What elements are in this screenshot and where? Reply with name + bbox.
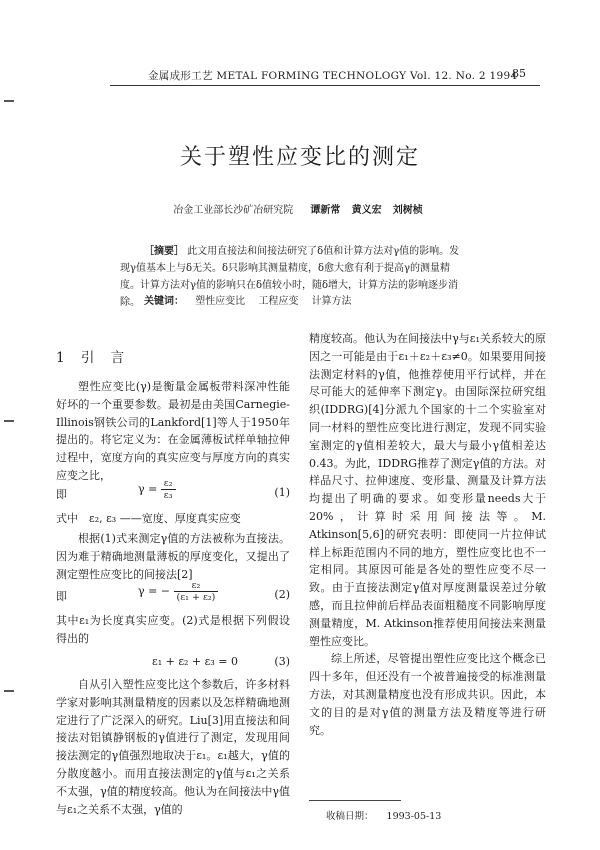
keyword-1: 塑性应变比 bbox=[195, 296, 246, 307]
received-date: 1993-05-13 bbox=[386, 811, 442, 822]
equation-1-fraction bbox=[161, 478, 176, 501]
affiliation: 冶金工业部长沙矿冶研究院 bbox=[173, 205, 294, 216]
article-title: 关于塑性应变比的测定 bbox=[179, 145, 420, 170]
equation-3-tag: (3) bbox=[274, 655, 290, 668]
paragraph-2 bbox=[56, 530, 290, 583]
right-paragraph-2: 综上所述，尽管提出塑性应变比这个概念已四十多年，但还没有一个被普遍接受的标准测量方法，对其测量精度也没有形成共识。因此，本文的目的是对γ值的测量方法及精度等进行研究。 bbox=[309, 652, 546, 737]
margin-mark bbox=[4, 100, 14, 102]
paragraph-1-text: 塑性应变比(γ)是衡量金属板带料深冲性能好坏的一个重要参数。最初是由美国Carnegie-Illinois钢铁公司的Lankford[1]等人于1950年提出的。将它定义为：在金属薄板试样单轴拉伸过程中，宽度方向的真实应变与厚度方向的真实应变之比， bbox=[56, 380, 290, 482]
paragraph-1 bbox=[56, 378, 290, 485]
author-1: 谭新常 bbox=[310, 205, 341, 216]
paragraph-4-text: 自从引入塑性应变比这个参数后，许多材料学家对影响其测量精度的因素以及怎样精确地测定进行了广泛深入的研究。Liu[3]用直接法和间接法对铝镇静钢板的γ值进行了测定，发现用间接法测定的γ值强烈地取决于ε₁。ε₁越大，γ值的分散度越小。而用直接法测定的γ值与ε₁之关系不太强，γ值的精度较高。他认为在间接法中γ值与ε₁之关系不太强，γ值的 bbox=[56, 678, 290, 816]
equation-1-note: 式中 ε₂, ε₃ ——宽度、厚度真实应变 bbox=[56, 512, 241, 525]
received-label: 收稿日期： bbox=[326, 811, 374, 822]
author-3: 刘树桢 bbox=[392, 205, 423, 216]
equation-3 bbox=[56, 655, 290, 673]
equation-2-tag: (2) bbox=[274, 588, 290, 601]
equation-2-denominator: (ε₁ + ε₂) bbox=[176, 592, 216, 603]
equation-1-numerator: ε₂ bbox=[161, 478, 176, 490]
right-paragraph-1: 精度较高。他认为在间接法中γ与ε₁关系较大的原因之一可能是由于ε₁＋ε₂＋ε₃≠0。如果要用间接法测定材料的γ值，他推荐使用平行试样，并在尽可能大的延伸率下测定γ。由国际深拉研究组织(IDDRG)[4]分派九个国家的十二个实验室对同一材料的塑性应变比进行测定，发现不同实验室测定的γ值相差较大，最大与最小γ值相差达0.43。为此，IDDRG推荐了测定γ值的方法。对样品尺寸、拉伸速度、变形量、测量及计算方法均提出了明确的要求。如变形量needs大于20%，计算时采用间接法等。M. Atkinson[5,6]的研究表明：即使同一片拉伸试样上标距范围内不同的地方，塑性应变比也不一定相同。其原因可能是各处的塑性应变不尽一致。由于直接法测定γ值对厚度测量误差过分敏感，而且拉伸前后样品表面粗糙度不同影响厚度测量精度，M. Atkinson推荐使用间接法来测量塑性应变比。 bbox=[309, 332, 546, 648]
section-heading: 1 引 言 bbox=[56, 350, 131, 366]
page-number: 85 bbox=[512, 67, 526, 80]
paragraph-3: 其中ε₁为长度真实应变。(2)式是根据下列假设得出的 bbox=[56, 614, 290, 645]
header-rule bbox=[110, 85, 540, 86]
equation-1 bbox=[56, 478, 290, 508]
equation-3-expr: ε₁ + ε₂ + ε₃ = 0 bbox=[152, 655, 238, 668]
running-header: 金属成形工艺 METAL FORMING TECHNOLOGY Vol. 12. No. 2 1994 bbox=[148, 70, 518, 82]
equation-2 bbox=[56, 580, 290, 610]
abstract-text: 此文用直接法和间接法研究了δ值和计算方法对γ值的影响。发现γ值基本上与δ无关。δ只影响其测量精度，δ愈大愈有利于提高γ的测量精度。计算方法对γ值的影响只在δ值较小时，随δ增大，计算方法的影响逐步消除。 bbox=[120, 246, 460, 308]
affiliation-line bbox=[0, 201, 600, 216]
equation-2-fraction bbox=[174, 580, 219, 603]
right-column bbox=[309, 330, 546, 739]
equation-1-tag: (1) bbox=[274, 486, 290, 499]
abstract-label: ［摘要］ bbox=[144, 246, 184, 257]
equation-1-lead: 即 bbox=[56, 488, 67, 501]
keyword-2: 工程应变 bbox=[258, 296, 299, 307]
keyword-3: 计算方法 bbox=[311, 296, 352, 307]
equation-2-numerator: ε₂ bbox=[174, 580, 219, 592]
keywords-label: 关键词： bbox=[144, 296, 184, 307]
equation-1-denominator: ε₃ bbox=[163, 490, 173, 501]
equation-2-body bbox=[138, 580, 218, 603]
author-2: 黄义宏 bbox=[351, 205, 382, 216]
margin-mark bbox=[4, 690, 14, 692]
equation-1-lhs: γ = bbox=[138, 482, 158, 496]
equation-1-body bbox=[138, 478, 176, 501]
margin-mark bbox=[4, 420, 14, 422]
paragraph-4 bbox=[56, 676, 290, 818]
paragraph-2-text: 根据(1)式来测定γ值的方法被称为直接法。因为难于精确地测量薄板的厚度变化，又提出了测定塑性应变比的间接法[2] bbox=[56, 532, 290, 581]
footnote-rule bbox=[309, 800, 401, 801]
footnote bbox=[326, 808, 441, 822]
equation-2-lead: 即 bbox=[56, 590, 67, 603]
keywords bbox=[120, 294, 465, 309]
equation-2-lhs: γ = − bbox=[138, 584, 171, 598]
